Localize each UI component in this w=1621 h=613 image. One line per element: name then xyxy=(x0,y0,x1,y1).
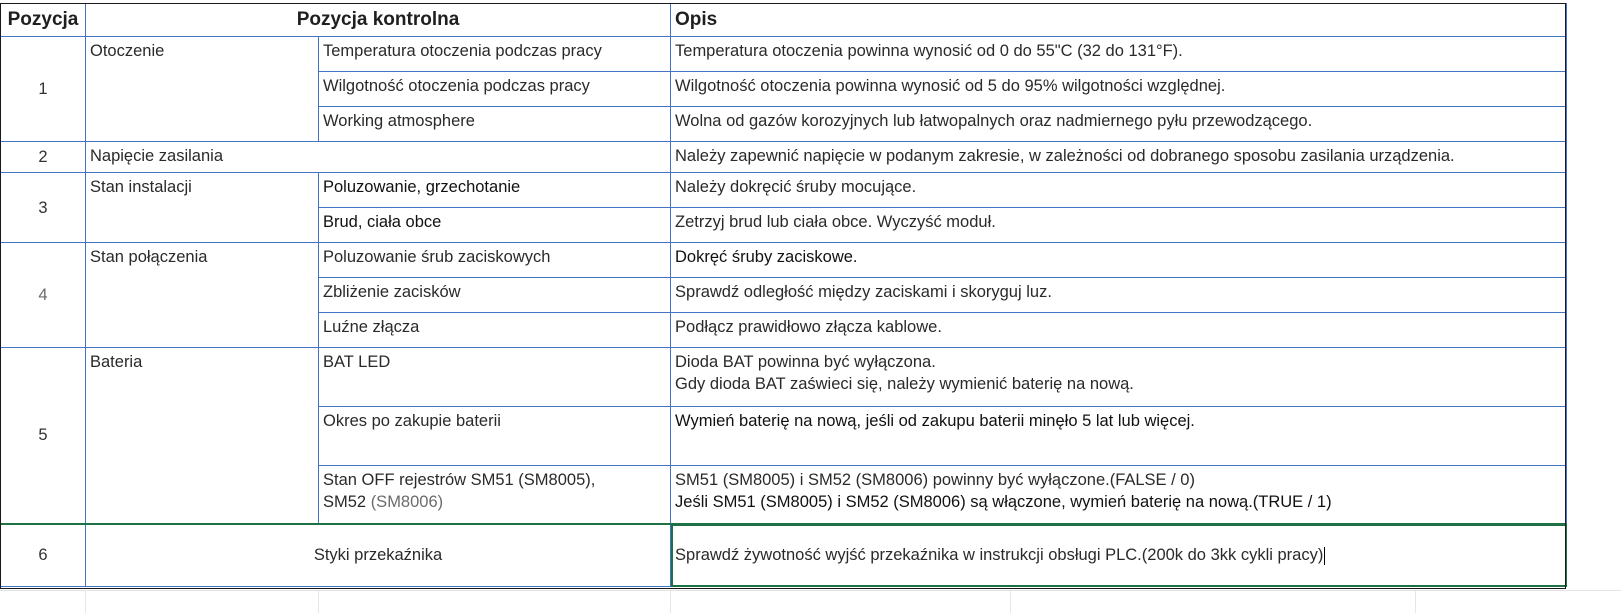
header-position[interactable]: Pozycja xyxy=(1,4,86,37)
category-cell[interactable]: Napięcie zasilania xyxy=(86,142,671,173)
description-cell[interactable]: Podłącz prawidłowo złącza kablowe. xyxy=(671,313,1567,348)
header-row xyxy=(1,4,1567,37)
description-line: Gdy dioda BAT zaświeci się, należy wymienić baterię na nową. xyxy=(675,375,1134,393)
check-item-cell[interactable]: Working atmosphere xyxy=(319,107,671,142)
background-gridlines xyxy=(0,590,1621,613)
description-line: Dioda BAT powinna być wyłączona. xyxy=(675,353,936,371)
check-item-cell[interactable]: Temperatura otoczenia podczas pracy xyxy=(319,37,671,72)
table-row xyxy=(1,243,1567,278)
row-number[interactable]: 5 xyxy=(1,348,86,524)
table-row xyxy=(1,524,1567,587)
check-item-cell[interactable]: BAT LED xyxy=(319,348,671,407)
row-number[interactable]: 2 xyxy=(1,142,86,173)
description-cell[interactable]: Zetrzyj brud lub ciała obce. Wyczyść moduł. xyxy=(671,208,1567,243)
row-number[interactable]: 4 xyxy=(1,243,86,348)
category-cell[interactable]: Styki przekaźnika xyxy=(86,524,671,587)
description-cell[interactable]: Temperatura otoczenia powinna wynosić od 0 do 55"C (32 do 131°F). xyxy=(671,37,1567,72)
table-row xyxy=(1,173,1567,208)
description-cell-active[interactable] xyxy=(671,524,1567,587)
row-number[interactable]: 1 xyxy=(1,37,86,142)
table-row xyxy=(1,348,1567,407)
category-cell[interactable]: Stan połączenia xyxy=(86,243,319,348)
inspection-table xyxy=(0,3,1567,587)
description-line: Jeśli SM51 (SM8005) i SM52 (SM8006) są włączone, wymień baterię na nową.(TRUE / 1) xyxy=(675,493,1332,511)
check-item-cell[interactable]: Brud, ciała obce xyxy=(319,208,671,243)
category-cell[interactable]: Stan instalacji xyxy=(86,173,319,243)
check-item-cell[interactable]: Zbliżenie zacisków xyxy=(319,278,671,313)
category-cell[interactable]: Bateria xyxy=(86,348,319,524)
row-number[interactable]: 3 xyxy=(1,173,86,243)
check-item-cell[interactable]: Luźne złącza xyxy=(319,313,671,348)
description-cell[interactable] xyxy=(671,348,1567,407)
description-cell[interactable] xyxy=(671,466,1567,524)
check-item-cell[interactable]: Poluzowanie śrub zaciskowych xyxy=(319,243,671,278)
description-cell[interactable]: Wilgotność otoczenia powinna wynosić od 5 do 95% wilgotności względnej. xyxy=(671,72,1567,107)
description-cell[interactable]: Należy zapewnić napięcie w podanym zakresie, w zależności od dobranego sposobu zasilania urządzenia. xyxy=(671,142,1567,173)
check-item-cell[interactable] xyxy=(319,466,671,524)
description-cell[interactable]: Wolna od gazów korozyjnych lub łatwopalnych oraz nadmiernego pyłu przewodzącego. xyxy=(671,107,1567,142)
check-item-cell[interactable]: Wilgotność otoczenia podczas pracy xyxy=(319,72,671,107)
check-item-cell[interactable]: Okres po zakupie baterii xyxy=(319,407,671,466)
description-text: Sprawdź żywotność wyjść przekaźnika w instrukcji obsługi PLC.(200k do 3kk cykli pracy) xyxy=(675,546,1324,565)
row-number[interactable]: 6 xyxy=(1,524,86,587)
check-item-fragment: (SM8006) xyxy=(370,493,444,511)
header-description[interactable]: Opis xyxy=(671,4,1567,37)
description-cell[interactable]: Sprawdź odległość między zaciskami i skoryguj luz. xyxy=(671,278,1567,313)
text-cursor xyxy=(1324,547,1325,565)
description-cell[interactable]: Należy dokręcić śruby mocujące. xyxy=(671,173,1567,208)
check-item-cell[interactable]: Poluzowanie, grzechotanie xyxy=(319,173,671,208)
description-cell[interactable]: Wymień baterię na nową, jeśli od zakupu baterii minęło 5 lat lub więcej. xyxy=(671,407,1567,466)
table-row xyxy=(1,142,1567,173)
check-item-fragment: SM52 xyxy=(323,493,371,511)
category-cell[interactable]: Otoczenie xyxy=(86,37,319,142)
check-item-line xyxy=(323,491,666,513)
description-line: SM51 (SM8005) i SM52 (SM8006) powinny być wyłączone.(FALSE / 0) xyxy=(675,471,1195,489)
table-row xyxy=(1,37,1567,72)
header-check-item[interactable]: Pozycja kontrolna xyxy=(86,4,671,37)
check-item-line: Stan OFF rejestrów SM51 (SM8005), xyxy=(323,471,596,489)
description-cell[interactable]: Dokręć śruby zaciskowe. xyxy=(671,243,1567,278)
